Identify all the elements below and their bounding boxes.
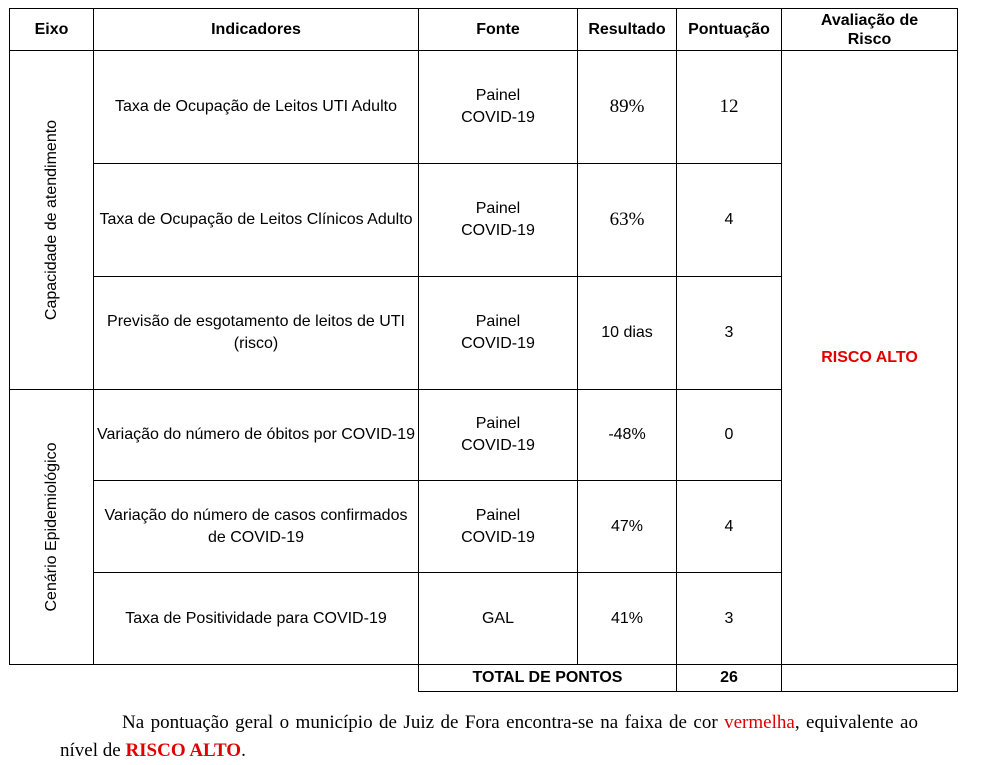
score-cell: 3 xyxy=(677,573,782,665)
header-avaliacao: Avaliação de Risco xyxy=(782,9,958,51)
result-cell: -48% xyxy=(578,390,677,481)
axis-capacidade-label: Capacidade de atendimento xyxy=(42,119,60,321)
note-text-3: . xyxy=(241,740,246,761)
total-label: TOTAL DE PONTOS xyxy=(419,665,677,692)
source-cell: Painel COVID-19 xyxy=(419,390,578,481)
result-cell: 63% xyxy=(578,164,677,277)
note-text-1: Na pontuação geral o município de Juiz de Fora encontra-se na faixa de cor xyxy=(122,712,725,733)
result-cell: 47% xyxy=(578,481,677,573)
summary-paragraph xyxy=(60,709,918,765)
header-resultado: Resultado xyxy=(578,9,677,51)
axis-cenario-label: Cenário Epidemiológico xyxy=(42,442,60,612)
indicator-cell: Variação do número de casos confirmados de COVID-19 xyxy=(94,481,419,573)
result-cell: 89% xyxy=(578,51,677,164)
result-cell: 10 dias xyxy=(578,277,677,390)
source-cell: Painel COVID-19 xyxy=(419,481,578,573)
header-eixo: Eixo xyxy=(10,9,94,51)
indicator-cell: Taxa de Ocupação de Leitos Clínicos Adulto xyxy=(94,164,419,277)
score-cell: 4 xyxy=(677,481,782,573)
header-indicadores: Indicadores xyxy=(94,9,419,51)
risk-evaluation: RISCO ALTO xyxy=(782,51,958,665)
indicator-cell: Previsão de esgotamento de leitos de UTI (risco) xyxy=(94,277,419,390)
score-cell: 4 xyxy=(677,164,782,277)
source-cell: Painel COVID-19 xyxy=(419,277,578,390)
source-cell: GAL xyxy=(419,573,578,665)
indicator-cell: Taxa de Positividade para COVID-19 xyxy=(94,573,419,665)
source-cell: Painel COVID-19 xyxy=(419,164,578,277)
score-cell: 3 xyxy=(677,277,782,390)
total-value: 26 xyxy=(677,665,782,692)
total-row xyxy=(10,665,958,692)
axis-capacidade xyxy=(10,51,94,390)
note-color-word: vermelha xyxy=(724,712,795,733)
note-risk-word: RISCO ALTO xyxy=(125,740,242,761)
indicator-cell: Variação do número de óbitos por COVID-19 xyxy=(94,390,419,481)
indicator-cell: Taxa de Ocupação de Leitos UTI Adulto xyxy=(94,51,419,164)
header-row xyxy=(10,9,958,51)
note-text-2: , equivalente ao nível de xyxy=(60,712,918,761)
total-empty-cell xyxy=(782,665,958,692)
result-cell: 41% xyxy=(578,573,677,665)
score-cell: 12 xyxy=(677,51,782,164)
table-row xyxy=(10,51,958,164)
risk-table xyxy=(9,8,958,692)
source-cell: Painel COVID-19 xyxy=(419,51,578,164)
header-pontuacao: Pontuação xyxy=(677,9,782,51)
header-fonte: Fonte xyxy=(419,9,578,51)
score-cell: 0 xyxy=(677,390,782,481)
axis-cenario xyxy=(10,390,94,665)
